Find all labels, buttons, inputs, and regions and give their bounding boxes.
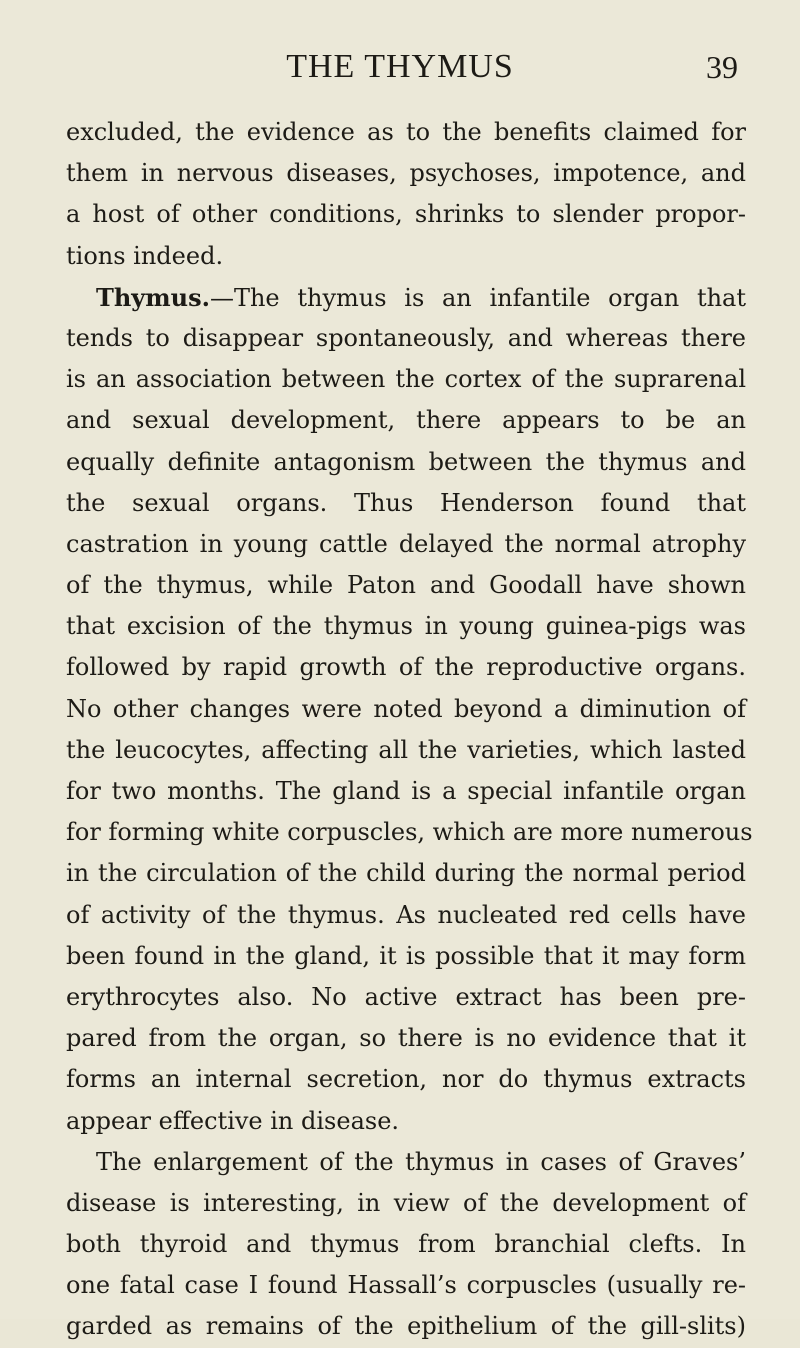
text-line: excluded, the evidence as to the benefits claimed for	[66, 118, 746, 146]
text-line: both thyroid and thymus from branchial clefts. In	[66, 1230, 746, 1259]
running-head	[0, 48, 800, 88]
page-number: 39	[706, 49, 738, 85]
text-line: one fatal case I found Hassall’s corpuscles (usually re-	[66, 1271, 746, 1300]
text-line: the sexual organs. Thus Henderson found that	[66, 488, 746, 517]
text-line: a host of other conditions, shrinks to slender propor-	[66, 200, 746, 229]
text-line: pared from the organ, so there is no evidence that it	[66, 1024, 746, 1053]
text-line: is an association between the cortex of the suprarenal	[66, 365, 746, 394]
body-text	[66, 112, 753, 1348]
text-run: —The thymus is an infantile organ that	[209, 283, 746, 312]
text-line: The enlargement of the thymus in cases of Graves’	[96, 1147, 746, 1176]
text-line: equally definite antagonism between the thymus and	[66, 447, 746, 476]
text-line: appear effective in disease.	[66, 1106, 400, 1135]
running-title: THE THYMUS	[286, 48, 514, 85]
text-line: garded as remains of the epithelium of the gill-slits)	[66, 1312, 746, 1341]
text-line: the leucocytes, affecting all the varieties, which lasted	[66, 735, 746, 764]
text-line: that excision of the thymus in young guinea-pigs was	[66, 612, 746, 641]
section-run-in-heading: Thymus.	[96, 282, 210, 312]
text-line: tends to disappear spontaneously, and whereas there	[66, 323, 746, 352]
paragraph-first-line	[66, 277, 746, 318]
text-line: for two months. The gland is a special infantile organ	[66, 777, 746, 805]
text-line: forms an internal secretion, nor do thymus extracts	[66, 1065, 746, 1094]
text-line: and sexual development, there appears to be an	[66, 406, 746, 435]
text-line: erythrocytes also. No active extract has been pre-	[66, 982, 746, 1011]
text-line: tions indeed.	[66, 241, 224, 270]
text-line: for forming white corpuscles, which are more numerous	[66, 818, 753, 847]
text-line: followed by rapid growth of the reproductive organs.	[66, 653, 746, 682]
text-line: of the thymus, while Paton and Goodall have shown	[66, 571, 746, 600]
text-line: them in nervous diseases, psychoses, impotence, and	[66, 159, 746, 188]
text-line: disease is interesting, in view of the development of	[66, 1188, 746, 1217]
text-line: been found in the gland, it is possible that it may form	[66, 941, 746, 970]
text-line: No other changes were noted beyond a diminution of	[66, 694, 746, 723]
text-line: castration in young cattle delayed the normal atrophy	[66, 529, 746, 558]
text-line: of activity of the thymus. As nucleated red cells have	[66, 900, 746, 929]
text-line: in the circulation of the child during the normal period	[66, 859, 746, 888]
